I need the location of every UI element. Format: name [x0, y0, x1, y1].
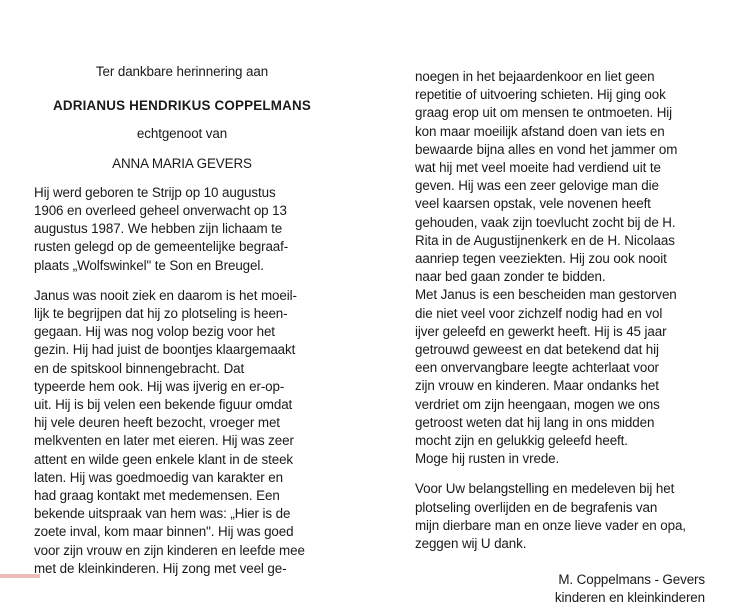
text-line: die niet veel voor zichzelf nodig had en vol	[415, 305, 663, 321]
text-line: gezin. Hij had juist de boontjes klaargemaakt	[34, 342, 296, 358]
right-column	[415, 68, 711, 608]
text-line: voor zijn vrouw en zijn kinderen en leefde mee	[34, 542, 305, 558]
text-line: naar bed gaan zonder te bidden.	[415, 269, 606, 285]
text-line: met de kleinkinderen. Hij zong met veel ge-	[34, 560, 287, 576]
deceased-name: ADRIANUS HENDRIKUS COPPELMANS	[52, 98, 311, 114]
print-mark	[0, 574, 40, 578]
text-line: zijn vrouw en kinderen. Maar ondanks het	[415, 378, 659, 394]
paragraph-life	[34, 287, 330, 578]
text-line: een onvervangbare leegte achterlaat voor	[415, 360, 659, 376]
text-line: bewaarde bijna alles en vond het jammer om	[415, 141, 678, 157]
text-line: plaats „Wolfswinkel" te Son en Breugel.	[34, 257, 264, 273]
text-line: Met Janus is een bescheiden man gestorven	[415, 287, 677, 303]
text-line: getroost weten dat hij lang in ons midden	[415, 414, 655, 430]
text-line: mocht zijn en gelukkig geleefd heeft.	[415, 433, 628, 449]
text-line: geven. Hij was een zeer gelovige man die	[415, 178, 659, 194]
relation-line: echtgenoot van	[136, 126, 228, 142]
text-line: 1906 en overleed geheel onverwacht op 13	[34, 203, 287, 219]
text-line: rusten gelegd op de gemeentelijke begraaf-	[34, 239, 289, 255]
text-line: Hij werd geboren te Strijp op 10 augustus	[34, 184, 276, 200]
text-line: getrouwd geweest en dat betekend dat hij	[415, 342, 659, 358]
text-line: zeggen wij U dank.	[415, 536, 527, 552]
text-line: gehouden, vaak zijn toevlucht zocht bij de H.	[415, 214, 676, 230]
text-line: Janus was nooit ziek en daarom is het moeil-	[34, 287, 297, 303]
text-line: typeerde hem ook. Hij was ijverig en er-op-	[34, 378, 285, 394]
signature	[415, 571, 711, 607]
paragraph-thanks	[415, 480, 711, 553]
text-line: repetitie of uitvoering schieten. Hij ging ook	[415, 87, 666, 103]
paragraph-birth-death	[34, 184, 330, 275]
text-line: zoete inval, kom maar binnen". Hij was goed	[34, 524, 294, 540]
text-line: attent en wilde geen enkele klant in de steek	[34, 451, 294, 467]
text-line: aanriep tegen veeziekten. Hij zou ook nooit	[415, 251, 667, 267]
text-line: gegaan. Hij was nog volop bezig voor het	[34, 324, 275, 340]
text-line: Voor Uw belangstelling en medeleven bij het	[415, 481, 675, 497]
text-line: Rita in de Augustijnenkerk en de H. Nicolaas	[415, 232, 675, 248]
text-line: ijver geleefd en gewerkt heeft. Hij is 45 jaar	[415, 323, 667, 339]
text-line: Moge hij rusten in vrede.	[415, 451, 560, 467]
text-line: had graag kontakt met medemensen. Een	[34, 488, 280, 504]
text-line: uit. Hij is bij velen een bekende figuur omdat	[34, 397, 293, 413]
paragraph-hobbies-faith	[415, 68, 711, 286]
text-line: plotseling overlijden en de begrafenis van	[415, 499, 658, 515]
text-line: bekende uitspraak van hem was: „Hier is de	[34, 506, 291, 522]
signature-line: M. Coppelmans - Gevers	[558, 572, 705, 588]
spouse-name: ANNA MARIA GEVERS	[112, 155, 252, 171]
text-line: hij vele deuren heeft bezocht, vroeger met	[34, 415, 280, 431]
text-line: augustus 1987. We hebben zijn lichaam te	[34, 221, 283, 237]
paragraph-legacy	[415, 286, 711, 468]
left-column	[34, 63, 330, 578]
intro-line: Ter dankbare herinnering aan	[95, 64, 269, 79]
text-line: mijn dierbare man en onze lieve vader en opa,	[415, 517, 686, 533]
signature-line: kinderen en kleinkinderen	[554, 590, 705, 606]
text-line: verdriet om zijn heengaan, mogen we ons	[415, 396, 660, 412]
text-line: wat hij met veel moeite had verdiend uit te	[415, 160, 661, 176]
text-line: graag erop uit om mensen te ontmoeten. Hij	[415, 105, 673, 121]
text-line: melkventen en later met eieren. Hij was zeer	[34, 433, 294, 449]
text-line: laten. Hij was goedmoedig van karakter en	[34, 469, 283, 485]
text-line: veel kaarsen opstak, vele novenen heeft	[415, 196, 651, 212]
text-line: en de spitskool binnengebracht. Dat	[34, 360, 245, 376]
text-line: noegen in het bejaardenkoor en liet geen	[415, 69, 655, 84]
text-line: lijk te begrijpen dat hij zo plotseling is heen-	[34, 306, 288, 322]
text-line: kon maar moeilijk afstand doen van iets en	[415, 123, 665, 139]
